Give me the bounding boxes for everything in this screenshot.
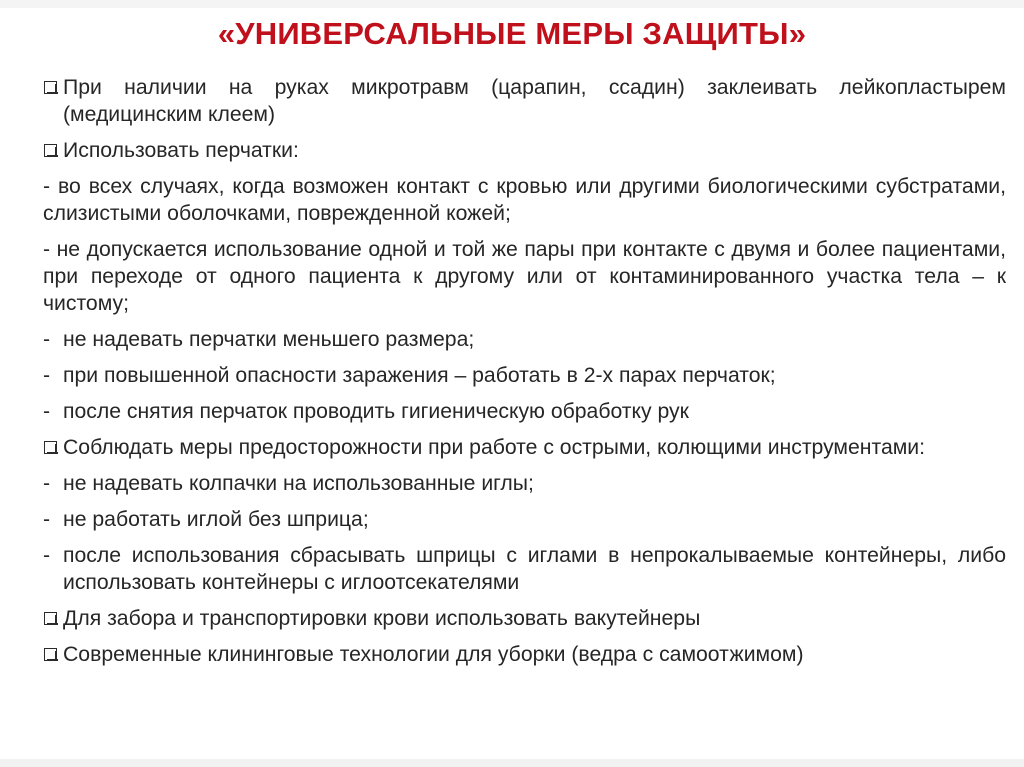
list-item-text: после снятия перчаток проводить гигиеническую обработку рук: [63, 400, 689, 423]
dash-marker: -: [43, 328, 51, 351]
list-item-contact-cases: [43, 173, 1006, 227]
list-item-vacutainers: [43, 605, 1006, 632]
list-item-cleaning: [43, 641, 1006, 668]
checkbox-icon: [44, 441, 57, 454]
dash-marker: -: [43, 508, 51, 531]
list-item-gloves: [43, 137, 1006, 164]
slide-bottom-band: [0, 759, 1024, 767]
list-item-microtrauma: [43, 74, 1006, 128]
list-item-needle-caps: [43, 470, 1006, 497]
slide-content: [43, 74, 1006, 668]
dash-marker: -: [43, 175, 58, 198]
list-item-text: не работать иглой без шприца;: [63, 508, 369, 531]
list-item-text: не надевать перчатки меньшего размера;: [63, 328, 475, 351]
checkbox-icon: [44, 144, 57, 157]
list-item-glove-size: [43, 326, 1006, 353]
slide-title: «УНИВЕРСАЛЬНЫЕ МЕРЫ ЗАЩИТЫ»: [217, 16, 807, 51]
list-item-text: во всех случаях, когда возможен контакт с кровью или другими биологическими субстратами, слизистыми оболочками, поврежденной кожей;: [43, 175, 1006, 225]
checkbox-icon: [44, 612, 57, 625]
list-item-text: не надевать колпачки на использованные иглы;: [63, 472, 534, 495]
list-item-text: при повышенной опасности заражения – работать в 2-х парах перчаток;: [63, 364, 776, 387]
dash-marker: -: [43, 544, 51, 567]
checkbox-icon: [44, 81, 57, 94]
slide-top-band: [0, 0, 1024, 8]
list-item-text: При наличии на руках микротравм (царапин, ссадин) заклеивать лейкопластырем (медицинским клеем): [63, 76, 1006, 126]
list-item-text: Соблюдать меры предосторожности при работе с острыми, колющими инструментами:: [63, 436, 926, 459]
list-item-sharp-instruments: [43, 434, 1006, 461]
list-item-text: не допускается использование одной и той же пары при контакте с двумя и более пациентами, при переходе от одного пациента к другому или от контаминированного участка тела – к чистому;: [43, 238, 1006, 315]
list-item-same-pair: [43, 236, 1006, 317]
dash-marker: -: [43, 400, 51, 423]
list-item-text: Для забора и транспортировки крови использовать вакутейнеры: [63, 607, 701, 630]
list-item-hand-hygiene: [43, 398, 1006, 425]
list-item-text: Современные клининговые технологии для уборки (ведра с самоотжимом): [63, 643, 804, 666]
dash-marker: -: [43, 238, 57, 261]
list-item-needle-syringe: [43, 506, 1006, 533]
checkbox-icon: [44, 648, 57, 661]
list-item-text: Использовать перчатки:: [63, 139, 299, 162]
list-item-text: после использования сбрасывать шприцы с иглами в непрокалываемые контейнеры, либо использовать контейнеры с иглоотсекателями: [63, 544, 1006, 594]
dash-marker: -: [43, 472, 51, 495]
list-item-sharps-containers: [43, 542, 1006, 596]
dash-marker: -: [43, 364, 51, 387]
list-item-double-gloves: [43, 362, 1006, 389]
